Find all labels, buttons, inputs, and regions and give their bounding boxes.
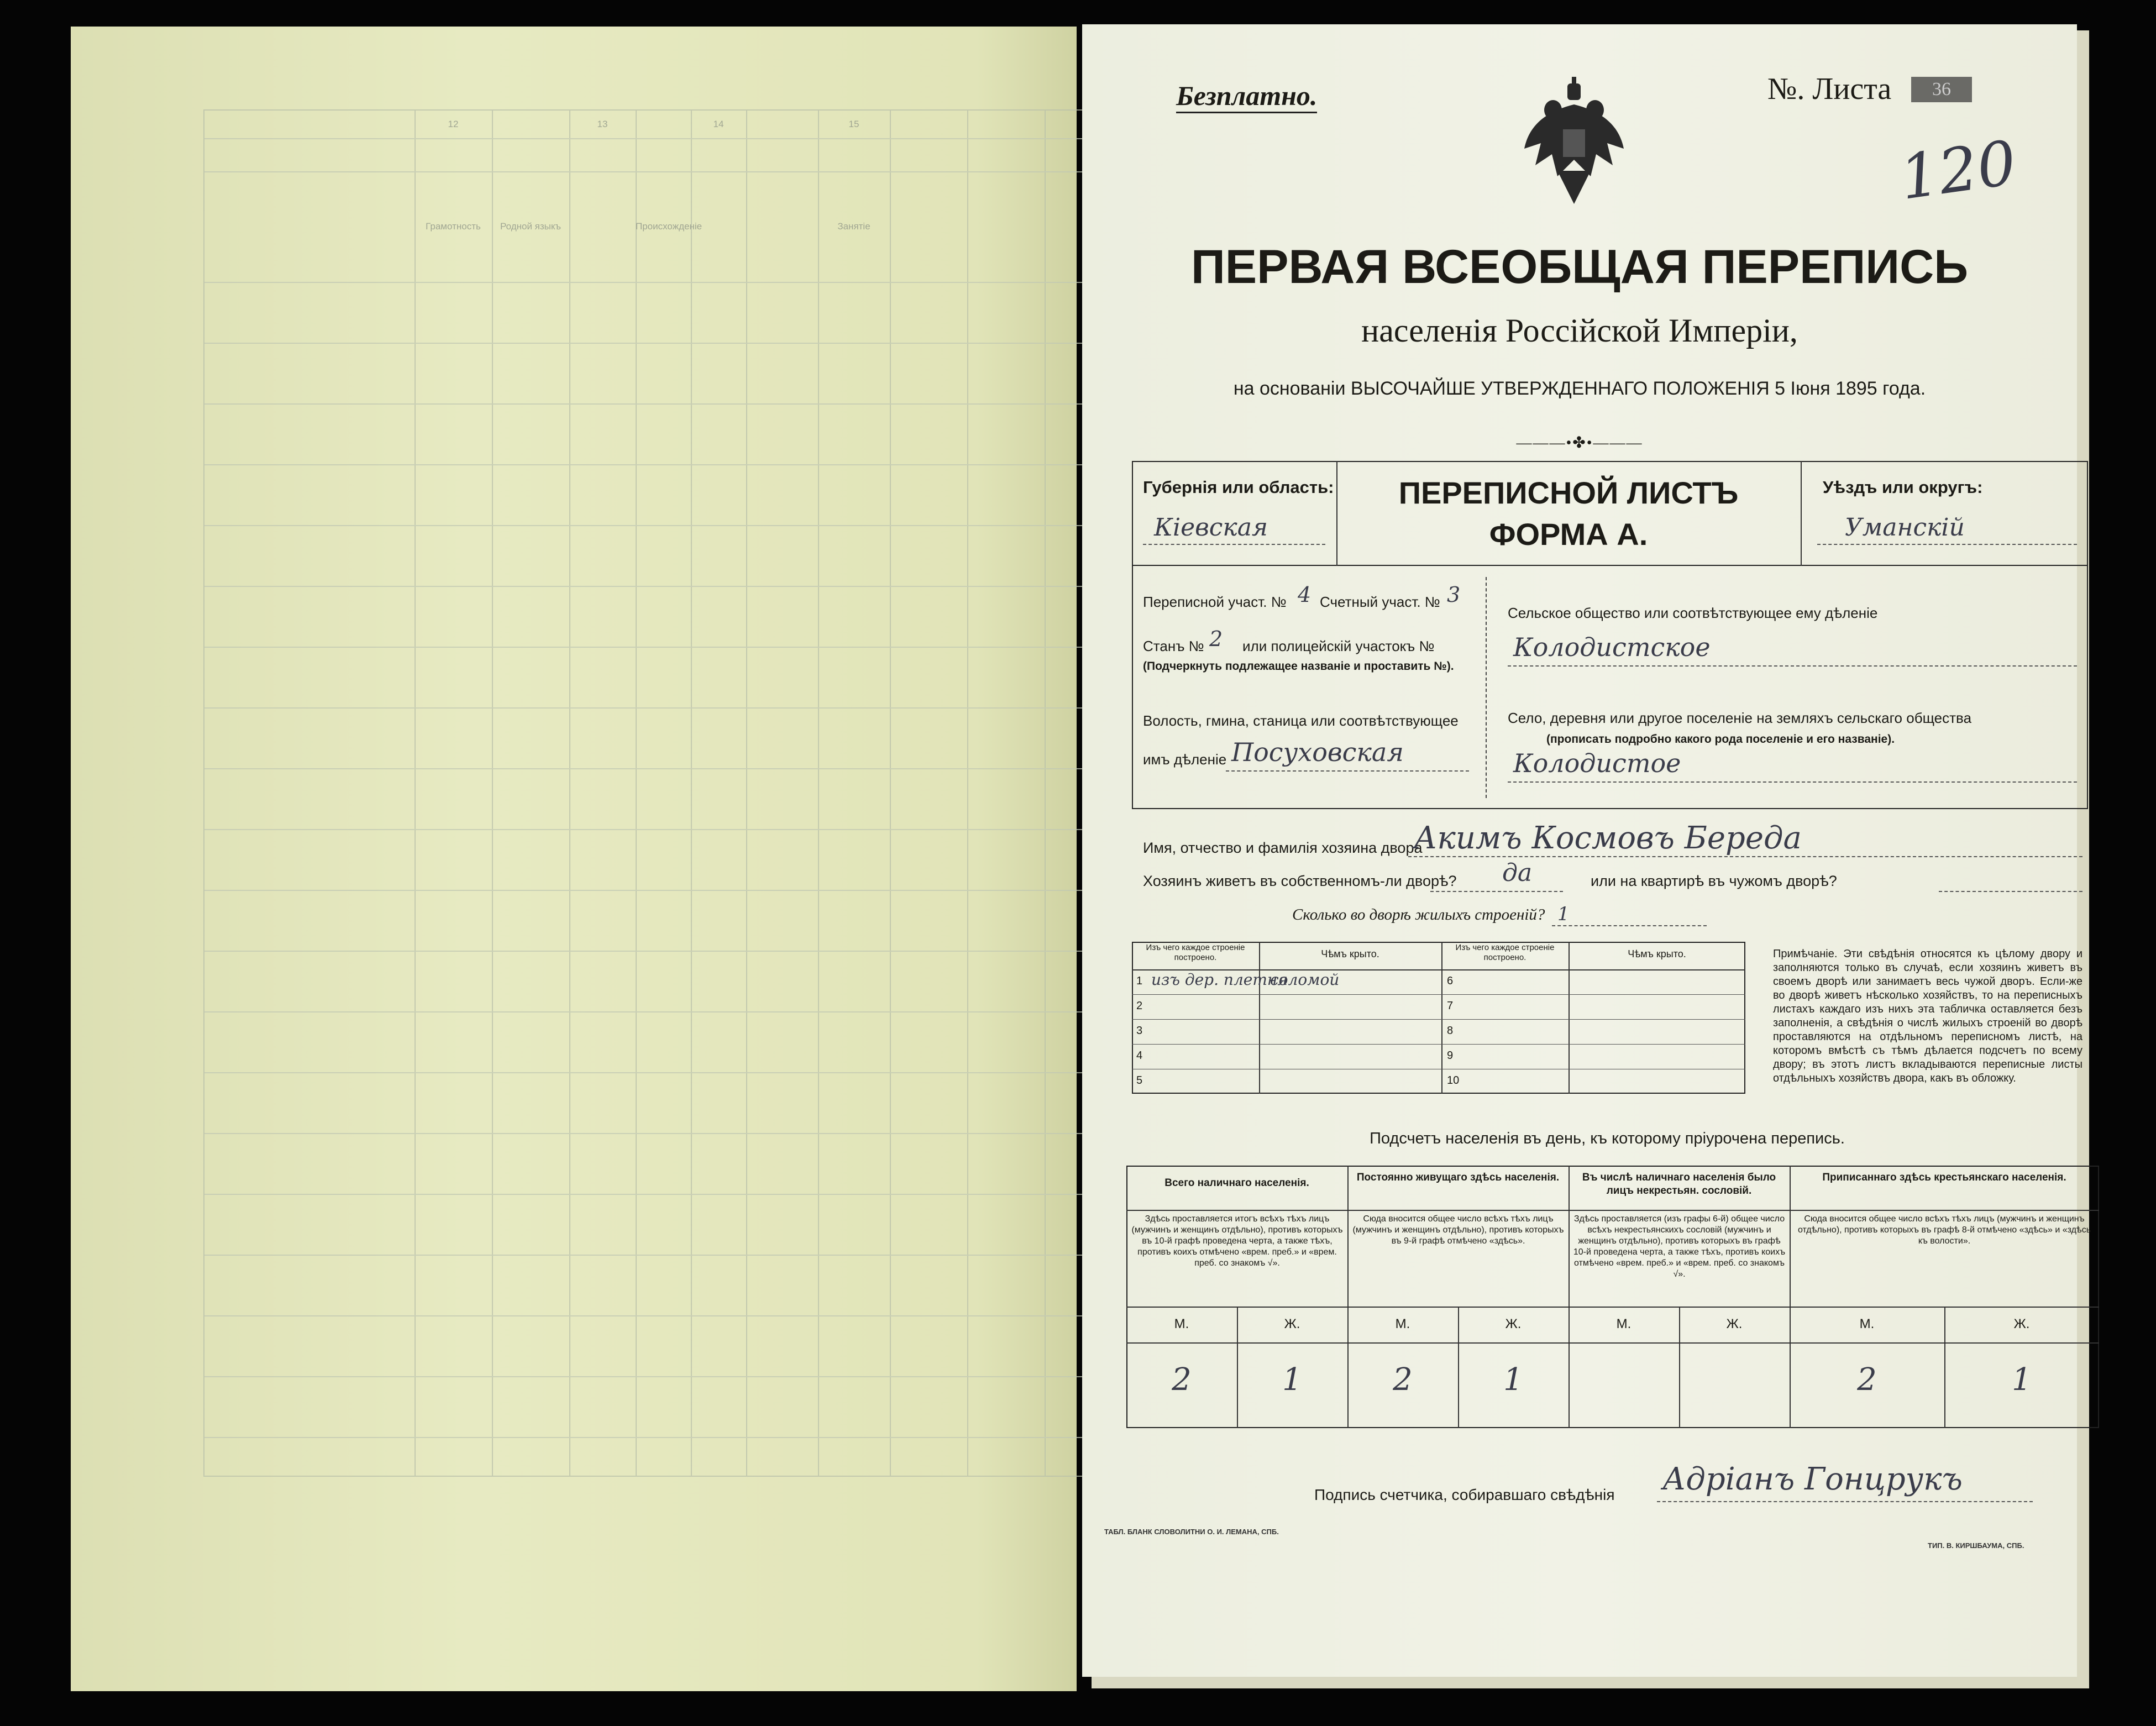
buildings-count-label: Сколько во дворѣ жилыхъ строеній?: [1292, 906, 1545, 924]
male-label: М.: [1174, 1316, 1189, 1331]
stan-label: Станъ №: [1143, 638, 1204, 654]
count-col-desc: Здѣсь проставляется (изъ графы 6-й) общее число всѣхъ некрестьянскихъ сословій (мужчинъ и женщинъ отдѣльно), противъ которыхъ въ графѣ 10-й проведена черта, а также тѣхъ, противъ коихъ отмѣчено «врем. преб.» и «врем. преб. со знакомъ √».: [1573, 1214, 1786, 1279]
sheet-number-handwritten: 120: [1896, 127, 2021, 213]
building-row-number: 7: [1447, 1000, 1454, 1012]
volost-label-2: имъ дѣленіе: [1143, 751, 1227, 768]
owner-label: Имя, отчество и фамилія хозяина двора: [1143, 840, 1423, 856]
double-headed-eagle-icon: [1519, 77, 1629, 204]
buildings-col-material: Изъ чего каждое строеніе построено.: [1146, 943, 1245, 962]
count-col-head: Въ числѣ наличнаго населенія было лицъ некрестьян. сословій.: [1582, 1172, 1776, 1197]
female-label: Ж.: [1284, 1316, 1300, 1331]
building-row-number: 10: [1447, 1074, 1460, 1087]
count-female-value: 1: [1503, 1362, 1523, 1398]
obshchestvo-label: Сельское общество или соотвѣтствующее ему дѣленіе: [1508, 605, 1878, 621]
male-label: М.: [1859, 1316, 1875, 1331]
census-uchastok-value: 4: [1298, 583, 1312, 607]
left-page: [71, 27, 1077, 1691]
count-col-desc: Сюда вносится общее число всѣхъ тѣхъ лицъ (мужчинъ и женщинъ отдѣльно), противъ которыхъ въ 9-й графѣ отмѣчено «здѣсь».: [1352, 1214, 1564, 1246]
building-row-number: 8: [1447, 1025, 1454, 1037]
building-row-number: 2: [1136, 1000, 1143, 1012]
left-page-header: Грамотность: [426, 221, 481, 232]
male-label: М.: [1616, 1316, 1632, 1331]
uezd-label: Уѣздъ или округъ:: [1823, 478, 1983, 497]
census-uchastok-label: Переписной участ. №: [1143, 594, 1287, 610]
building-row-number: 6: [1447, 975, 1454, 987]
volost-label: Волость, гмина, станица или соотвѣтствующее: [1143, 712, 1459, 729]
printer-right: ТИП. В. КИРШБАУМА, СПБ.: [1928, 1541, 2024, 1550]
left-page-header: Происхожденіе: [636, 221, 702, 232]
count-col-desc: Сюда вносится общее число всѣхъ тѣхъ лицъ (мужчинъ и женщинъ отдѣльно), противъ которыхъ въ графѣ 8-й отмѣчено «здѣсь» и «здѣсь къ волости».: [1797, 1214, 2091, 1246]
uezd-value: Уманскій: [1845, 513, 1965, 542]
sheet-number-label: №. Листа: [1767, 72, 1892, 106]
schetny-uchastok-value: 3: [1447, 583, 1461, 607]
form-subtitle: населенія Россійской Имперіи,: [1361, 312, 1798, 349]
form-type: ФОРМА А.: [1489, 517, 1648, 552]
left-page-faint-grid: [203, 109, 1156, 1477]
guberniya-label: Губернія или область:: [1143, 478, 1334, 497]
left-page-header: Занятіе: [837, 221, 870, 232]
female-label: Ж.: [1505, 1316, 1522, 1331]
building-row-number: 9: [1447, 1050, 1454, 1062]
selo-label: Село, деревня или другое поселеніе на земляхъ сельскаго общества: [1508, 710, 1972, 726]
ornament-divider: ―――•✤•―――: [1516, 434, 1643, 452]
buildings-count-value: 1: [1557, 903, 1570, 925]
form-title: ПЕРВАЯ ВСЕОБЩАЯ ПЕРЕПИСЬ: [1190, 240, 1969, 293]
census-form-page: [1082, 24, 2091, 1677]
buildings-table: [1132, 942, 1745, 1094]
buildings-col-roof: Чѣмъ крыто.: [1628, 948, 1686, 959]
volost-value: Посуховская: [1231, 737, 1404, 767]
lives-label: Хозяинъ живетъ въ собственномъ-ли дворѣ?: [1143, 873, 1457, 889]
owner-name: Акимъ Космовъ Береда: [1414, 820, 1802, 856]
count-col-head: Приписаннаго здѣсь крестьянскаго населенія.: [1822, 1172, 2066, 1183]
count-male-value: 2: [1857, 1362, 1877, 1398]
count-female-value: 1: [1282, 1362, 1302, 1398]
population-count-title: Подсчетъ населенія въ день, къ которому пріурочена перепись.: [1370, 1130, 1845, 1147]
selo-note: (прописать подробно какого рода поселеніе и его названіе).: [1546, 733, 1895, 746]
male-label: М.: [1395, 1316, 1410, 1331]
lives-label-2: или на квартирѣ въ чужомъ дворѣ?: [1591, 873, 1837, 889]
left-page-col-number: 15: [848, 119, 859, 129]
building-row-number: 1: [1136, 975, 1143, 987]
signature-value: Адріанъ Гонцрукъ: [1662, 1461, 1963, 1497]
lives-value: да: [1502, 859, 1533, 887]
count-male-value: 2: [1172, 1362, 1192, 1398]
count-female-value: 1: [2012, 1362, 2032, 1398]
buildings-col-roof: Чѣмъ крыто.: [1321, 948, 1379, 959]
female-label: Ж.: [1726, 1316, 1743, 1331]
stan-note: (Подчеркнуть подлежащее названіе и проставить №).: [1143, 660, 1454, 673]
stan-value: 2: [1209, 627, 1223, 651]
building-material: изъ дер. плетня: [1151, 970, 1288, 989]
printer-left: ТАБЛ. БЛАНК СЛОВОЛИТНИ О. И. ЛЕМАНА, СПБ.: [1104, 1528, 1279, 1536]
selo-value: Колодистое: [1513, 748, 1681, 778]
left-page-col-number: 12: [448, 119, 459, 129]
form-basis: на основаніи ВЫСОЧАЙШЕ УТВЕРЖДЕННАГО ПОЛОЖЕНІЯ 5 Іюня 1895 года.: [1233, 378, 1926, 399]
buildings-col-material: Изъ чего каждое строеніе построено.: [1455, 943, 1555, 962]
count-col-desc: Здѣсь проставляется итогъ всѣхъ тѣхъ лицъ (мужчинъ и женщинъ отдѣльно), противъ которыхъ въ 10-й графѣ проведена черта, а также тѣхъ, противъ коихъ отмѣчено «врем. преб.» и «врем. преб. со знакомъ √».: [1131, 1214, 1343, 1268]
count-male-value: 2: [1393, 1362, 1413, 1398]
guberniya-value: Кіевская: [1154, 513, 1268, 542]
building-row-number: 4: [1136, 1050, 1143, 1062]
free-label: Безплатно.: [1176, 80, 1317, 113]
building-row-number: 3: [1136, 1025, 1143, 1037]
obshchestvo-value: Колодистское: [1513, 632, 1711, 662]
count-col-head: Всего наличнаго населенія.: [1164, 1177, 1309, 1189]
signature-label: Подпись счетчика, собиравшаго свѣдѣнія: [1314, 1486, 1615, 1503]
building-row-number: 5: [1136, 1074, 1143, 1087]
female-label: Ж.: [2013, 1316, 2030, 1331]
buildings-note: Примѣчаніе. Эти свѣдѣнія относятся къ цѣлому двору и заполняются только въ случаѣ, если хозяинъ живетъ въ своемъ дворѣ или занимаетъ весь чужой дворъ. Если-же во дворѣ живетъ нѣсколько хозяйствъ, то на переписныхъ листахъ каждаго изъ нихъ эта табличка оставляется безъ заполненія, а свѣдѣнія о числѣ жилыхъ строеній во дворѣ проставляются на отдѣльномъ переписномъ листѣ, на которомъ вмѣстѣ съ тѣмъ дѣлается подсчетъ по всему двору; въ этотъ листъ вкладываются переписные листы отдѣльныхъ хозяйствъ двора, какъ въ обложку.: [1773, 948, 2082, 1084]
left-page-col-number: 13: [597, 119, 608, 129]
schetny-uchastok-label: Счетный участ. №: [1320, 594, 1440, 610]
sheet-number-stamp: 36: [1911, 77, 1972, 102]
sheet-title: ПЕРЕПИСНОЙ ЛИСТЪ: [1398, 475, 1739, 510]
police-uchastok-label: или полицейскій участокъ №: [1242, 638, 1435, 654]
count-col-head: Постоянно живущаго здѣсь населенія.: [1356, 1172, 1560, 1183]
left-page-col-number: 14: [713, 119, 724, 129]
building-roof: соломой: [1270, 970, 1340, 989]
left-page-header: Родной языкъ: [500, 221, 561, 232]
